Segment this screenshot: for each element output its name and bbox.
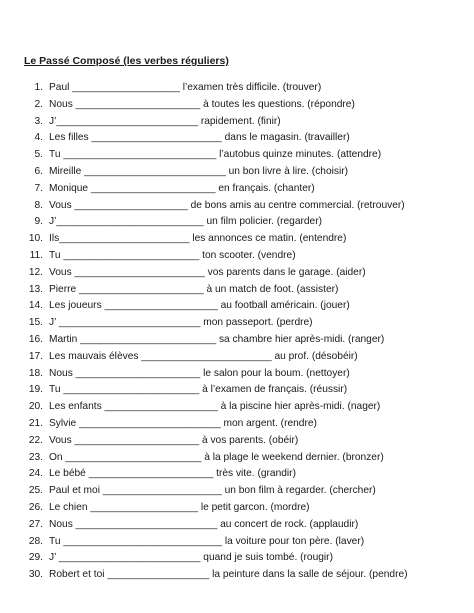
item-sentence: Les filles _______________________ dans le magasin. (travailler): [49, 132, 350, 144]
item-sentence: Sylvie _________________________ mon argent. (rendre): [49, 417, 317, 429]
item-sentence: Vous ______________________ à vos parents. (obéir): [49, 434, 299, 446]
item-sentence: Paul et moi _____________________ un bon film à regarder. (chercher): [49, 485, 376, 497]
item-number: 16.: [28, 333, 43, 345]
item-number: 25.: [28, 485, 43, 497]
exercise-item: [24, 298, 464, 315]
item-sentence: Les mauvais élèves _______________________ au prof. (désobéir): [49, 350, 358, 362]
exercise-item: [24, 231, 464, 248]
item-sentence: J’ _________________________ quand je suis tombé. (rougir): [49, 552, 333, 564]
item-number: 20.: [28, 401, 43, 413]
item-number: 3.: [34, 115, 43, 127]
item-sentence: J’__________________________ un film policier. (regarder): [49, 216, 322, 228]
item-sentence: Nous ______________________ à toutes les questions. (répondre): [49, 98, 355, 110]
item-sentence: J’_________________________ rapidement. (finir): [49, 115, 281, 127]
item-sentence: Pierre ______________________ à un match de foot. (assister): [49, 283, 339, 295]
exercise-item: [24, 399, 464, 416]
exercise-item: [24, 198, 464, 215]
item-number: 22.: [28, 434, 43, 446]
exercise-item: [24, 550, 464, 567]
item-number: 12.: [28, 266, 43, 278]
item-number: 8.: [34, 199, 43, 211]
item-sentence: Nous ______________________ le salon pour la boum. (nettoyer): [49, 367, 350, 379]
item-sentence: On ________________________ à la plage le weekend dernier. (bronzer): [49, 451, 384, 463]
item-number: 11.: [29, 249, 43, 261]
exercise-item: [24, 315, 464, 332]
exercise-item: [24, 265, 464, 282]
exercise-item: [24, 214, 464, 231]
item-sentence: Paul ___________________ l’examen très difficile. (trouver): [49, 82, 322, 93]
exercise-item: [24, 130, 464, 147]
item-sentence: Tu ____________________________ la voiture pour ton père. (laver): [49, 535, 365, 547]
item-number: 6.: [34, 165, 43, 177]
item-number: 15.: [28, 317, 43, 329]
item-number: 9.: [34, 216, 43, 228]
item-number: 21.: [28, 417, 43, 429]
exercise-item: [24, 97, 464, 114]
item-sentence: Ils_______________________ les annonces ce matin. (entendre): [49, 233, 347, 245]
item-number: 2.: [34, 98, 43, 110]
item-sentence: Le chien ___________________ le petit garcon. (mordre): [49, 501, 310, 513]
item-number: 18.: [28, 367, 43, 379]
exercise-item: [24, 382, 464, 399]
item-sentence: Nous _________________________ au concert de rock. (applaudir): [49, 518, 359, 530]
exercise-item: [24, 433, 464, 450]
item-sentence: Mireille _________________________ un bon livre à lire. (choisir): [49, 165, 349, 177]
item-number: 7.: [34, 182, 43, 194]
item-sentence: Monique ______________________ en français. (chanter): [49, 182, 315, 194]
exercise-item: [24, 466, 464, 483]
item-number: 1.: [34, 82, 43, 93]
exercise-item: [24, 450, 464, 467]
item-number: 27.: [28, 518, 43, 530]
item-number: 23.: [28, 451, 43, 463]
exercise-item: [24, 517, 464, 534]
exercise-item: [24, 164, 464, 181]
item-number: 4.: [34, 132, 43, 144]
exercise-item: [24, 248, 464, 265]
item-number: 26.: [28, 501, 43, 513]
item-number: 28.: [28, 535, 43, 547]
item-sentence: J’ _________________________ mon passeport. (perdre): [49, 317, 313, 329]
item-sentence: Tu ___________________________ l’autobus quinze minutes. (attendre): [49, 149, 382, 161]
item-number: 29.: [28, 552, 43, 564]
exercise-item: [24, 534, 464, 551]
exercise-item: [24, 500, 464, 517]
item-number: 14.: [28, 300, 43, 312]
exercise-item: [24, 349, 464, 366]
item-sentence: Tu ________________________ ton scooter. (vendre): [49, 249, 296, 261]
item-number: 5.: [34, 149, 43, 161]
item-sentence: Les joueurs ____________________ au football américain. (jouer): [49, 300, 350, 312]
exercise-item: [24, 366, 464, 383]
item-sentence: Tu ________________________ à l’examen de français. (réussir): [49, 384, 348, 396]
exercise-item: [24, 416, 464, 433]
item-number: 30.: [28, 569, 43, 581]
exercise-item: [24, 147, 464, 164]
item-sentence: Vous _______________________ vos parents dans le garage. (aider): [49, 266, 366, 278]
exercise-item: [24, 114, 464, 131]
exercise-item: [24, 332, 464, 349]
exercise-item: [24, 282, 464, 299]
exercise-list: [24, 80, 464, 584]
item-number: 24.: [28, 468, 43, 480]
item-number: 10.: [28, 233, 43, 245]
item-number: 17.: [28, 350, 43, 362]
exercise-item: [24, 181, 464, 198]
item-sentence: Martin ________________________ sa chambre hier après-midi. (ranger): [49, 333, 385, 345]
worksheet-title: Le Passé Composé (les verbes réguliers): [24, 55, 229, 67]
exercise-item: [24, 483, 464, 500]
item-sentence: Vous ____________________ de bons amis au centre commercial. (retrouver): [49, 199, 405, 211]
item-sentence: Le bébé ______________________ très vite. (grandir): [49, 468, 296, 480]
exercise-item: [24, 80, 464, 97]
item-sentence: Robert et toi __________________ la peinture dans la salle de séjour. (pendre): [49, 569, 408, 581]
item-number: 13.: [28, 283, 43, 295]
item-sentence: Les enfants ____________________ à la piscine hier après-midi. (nager): [49, 401, 381, 413]
item-number: 19.: [28, 384, 43, 396]
exercise-item: [24, 567, 464, 584]
